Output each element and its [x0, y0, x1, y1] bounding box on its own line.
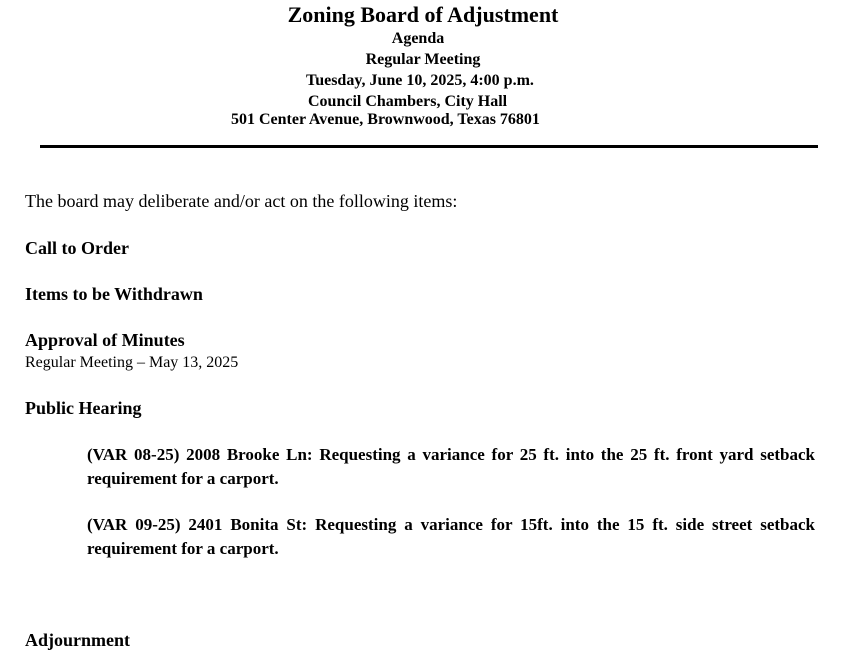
section-call-to-order: Call to Order: [25, 238, 129, 258]
agenda-item-var-09-25: (VAR 09-25) 2401 Bonita St: Requesting a variance for 15ft. into the 15 ft. side street setback requirement for a carport.: [87, 515, 815, 558]
meeting-type: Regular Meeting: [365, 51, 481, 68]
agenda-label: Agenda: [391, 30, 445, 47]
section-items-withdrawn: Items to be Withdrawn: [25, 284, 203, 304]
minutes-detail: Regular Meeting – May 13, 2025: [25, 354, 239, 371]
meeting-address: 501 Center Avenue, Brownwood, Texas 76801: [231, 111, 540, 128]
header-divider: [40, 145, 818, 148]
document-title: Zoning Board of Adjustment: [287, 2, 559, 27]
section-public-hearing: Public Hearing: [25, 398, 142, 418]
meeting-location: Council Chambers, City Hall: [308, 93, 508, 110]
intro-text: The board may deliberate and/or act on the following items:: [25, 191, 458, 211]
meeting-date: Tuesday, June 10, 2025, 4:00 p.m.: [306, 72, 534, 89]
section-adjournment: Adjournment: [25, 630, 131, 650]
section-approval-of-minutes: Approval of Minutes: [25, 330, 185, 350]
agenda-item-var-08-25: (VAR 08-25) 2008 Brooke Ln: Requesting a variance for 25 ft. into the 25 ft. front yard setback requirement for a carport.: [87, 445, 815, 488]
